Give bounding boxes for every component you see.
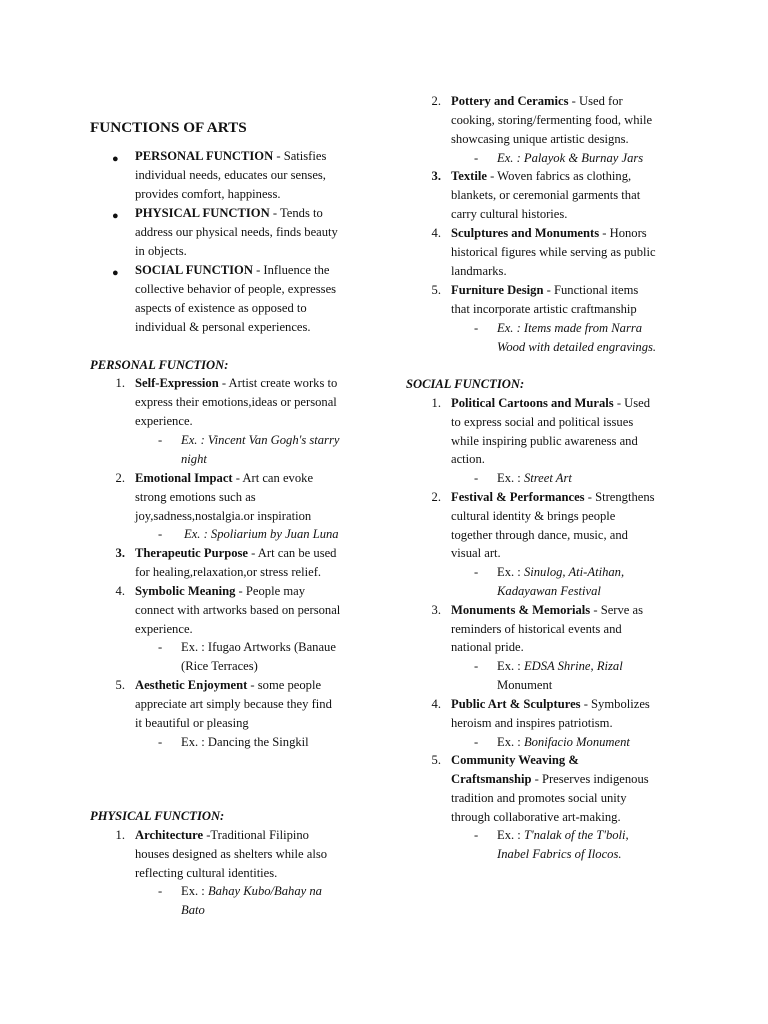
item-text: connect with artworks based on personal bbox=[135, 603, 341, 617]
item-number: 5. bbox=[431, 753, 441, 767]
example-text: Ex. : Bonifacio Monument bbox=[497, 735, 630, 749]
example-text: Ex. : Items made from Narra bbox=[497, 321, 643, 335]
bullet-text: aspects of existence as opposed to bbox=[135, 301, 307, 315]
item-text: cultural identity & brings people bbox=[451, 509, 616, 523]
item-text: blankets, or ceremonial garments that bbox=[451, 188, 641, 202]
item-number: 4. bbox=[431, 697, 441, 711]
item-number: 3. bbox=[431, 603, 441, 617]
item-text: cooking, storing/fermenting food, while bbox=[451, 113, 653, 127]
item-text: Craftsmanship - Preserves indigenous bbox=[451, 772, 649, 786]
social-item-5: Community Weaving & bbox=[451, 753, 579, 767]
item-number: 3. bbox=[431, 169, 441, 183]
item-text: appreciate art simply because they find bbox=[135, 697, 332, 711]
item-number: 1. bbox=[115, 828, 125, 842]
item-text: landmarks. bbox=[451, 264, 507, 278]
dash: - bbox=[474, 735, 479, 749]
page-title: FUNCTIONS OF ARTS bbox=[90, 119, 247, 136]
personal-item-2: Emotional Impact - Art can evoke bbox=[135, 471, 314, 485]
item-text: express their emotions,ideas or personal bbox=[135, 395, 337, 409]
example-text: Ex. : Dancing the Singkil bbox=[181, 735, 309, 749]
bullet-personal: PERSONAL FUNCTION - Satisfies bbox=[135, 149, 327, 163]
dash: - bbox=[474, 321, 479, 335]
social-item-1: Political Cartoons and Murals - Used bbox=[451, 396, 651, 410]
bullet-text: provides comfort, happiness. bbox=[135, 187, 281, 201]
item-text: action. bbox=[451, 452, 485, 466]
social-item-3: Monuments & Memorials - Serve as bbox=[451, 603, 644, 617]
item-text: houses designed as shelters while also bbox=[135, 847, 328, 861]
item-text: visual art. bbox=[451, 546, 501, 560]
dash: - bbox=[158, 884, 163, 898]
dash: - bbox=[158, 433, 163, 447]
item-text: it beautiful or pleasing bbox=[135, 716, 249, 730]
item-number: 4. bbox=[431, 226, 441, 240]
social-item-2: Festival & Performances - Strengthens bbox=[451, 490, 655, 504]
item-text: reminders of historical events and bbox=[451, 622, 622, 636]
physical-item-1: Architecture -Traditional Filipino bbox=[135, 828, 309, 842]
item-text: that incorporate artistic craftmanship bbox=[451, 302, 637, 316]
example-text: Wood with detailed engravings. bbox=[497, 340, 657, 354]
example-text: Inabel Fabrics of Ilocos. bbox=[497, 847, 622, 861]
item-text: historical figures while serving as public bbox=[451, 245, 656, 259]
item-number: 2. bbox=[115, 471, 125, 485]
item-text: while inspiring public awareness and bbox=[451, 434, 638, 448]
bullet-text: in objects. bbox=[135, 244, 187, 258]
item-text: national pride. bbox=[451, 640, 524, 654]
bullet-icon: ● bbox=[112, 153, 119, 165]
dash: - bbox=[474, 565, 479, 579]
bullet-text: collective behavior of people, expresses bbox=[135, 282, 337, 296]
dash: - bbox=[474, 151, 479, 165]
example-text: Ex. : T'nalak of the T'boli, bbox=[497, 828, 629, 842]
physical-heading: PHYSICAL FUNCTION: bbox=[90, 809, 225, 823]
example-text: Ex. : Bahay Kubo/Bahay na bbox=[181, 884, 322, 898]
personal-heading: PERSONAL FUNCTION: bbox=[90, 358, 229, 372]
bullet-icon: ● bbox=[112, 267, 119, 279]
example-text: Ex. : Palayok & Burnay Jars bbox=[497, 151, 644, 165]
physical-item-5: Furniture Design - Functional items bbox=[451, 283, 639, 297]
item-number: 5. bbox=[115, 678, 125, 692]
item-text: strong emotions such as bbox=[135, 490, 256, 504]
bullet-text: individual needs, educates our senses, bbox=[135, 168, 326, 182]
personal-item-4: Symbolic Meaning - People may bbox=[135, 584, 306, 598]
social-heading: SOCIAL FUNCTION: bbox=[406, 377, 525, 391]
personal-item-3: Therapeutic Purpose - Art can be used bbox=[135, 546, 337, 560]
example-text: Ex. : Vincent Van Gogh's starry bbox=[181, 433, 340, 447]
physical-item-4: Sculptures and Monuments - Honors bbox=[451, 226, 647, 240]
example-text: Monument bbox=[497, 678, 553, 692]
bullet-physical: PHYSICAL FUNCTION - Tends to bbox=[135, 206, 323, 220]
physical-item-2: Pottery and Ceramics - Used for bbox=[451, 94, 623, 108]
example-text: Ex. : Ifugao Artworks (Banaue bbox=[181, 640, 336, 654]
bullet-text: address our physical needs, finds beauty bbox=[135, 225, 338, 239]
dash: - bbox=[474, 659, 479, 673]
item-number: 2. bbox=[431, 94, 441, 108]
dash: - bbox=[158, 640, 163, 654]
example-text: Ex. : EDSA Shrine, Rizal bbox=[497, 659, 623, 673]
example-text: Ex. : Spoliarium by Juan Luna bbox=[184, 527, 339, 541]
item-text: through collaborative art-making. bbox=[451, 810, 621, 824]
dash: - bbox=[158, 527, 163, 541]
item-number: 5. bbox=[431, 283, 441, 297]
item-text: carry cultural histories. bbox=[451, 207, 568, 221]
example-text: Ex. : Sinulog, Ati-Atihan, bbox=[497, 565, 625, 579]
item-number: 4. bbox=[115, 584, 125, 598]
item-number: 2. bbox=[431, 490, 441, 504]
physical-item-3: Textile - Woven fabrics as clothing, bbox=[451, 169, 632, 183]
item-text: experience. bbox=[135, 622, 193, 636]
item-text: for healing,relaxation,or stress relief. bbox=[135, 565, 322, 579]
bullet-text: individual & personal experiences. bbox=[135, 320, 311, 334]
item-text: showcasing unique artistic designs. bbox=[451, 132, 629, 146]
example-text: Ex. : Street Art bbox=[497, 471, 572, 485]
example-text: Bato bbox=[181, 903, 205, 917]
example-text: Kadayawan Festival bbox=[497, 584, 601, 598]
item-text: to express social and political issues bbox=[451, 415, 634, 429]
item-number: 1. bbox=[431, 396, 441, 410]
bullet-icon: ● bbox=[112, 210, 119, 222]
item-number: 1. bbox=[115, 376, 125, 390]
example-text: night bbox=[181, 452, 207, 466]
dash: - bbox=[158, 735, 163, 749]
dash: - bbox=[474, 471, 479, 485]
item-text: together through dance, music, and bbox=[451, 528, 628, 542]
dash: - bbox=[474, 828, 479, 842]
bullet-social: SOCIAL FUNCTION - Influence the bbox=[135, 263, 330, 277]
item-text: tradition and promotes social unity bbox=[451, 791, 627, 805]
item-number: 3. bbox=[115, 546, 125, 560]
item-text: heroism and inspires patriotism. bbox=[451, 716, 613, 730]
personal-item-5: Aesthetic Enjoyment - some people bbox=[135, 678, 322, 692]
item-text: joy,sadness,nostalgia.or inspiration bbox=[135, 509, 312, 523]
item-text: reflecting cultural identities. bbox=[135, 866, 278, 880]
social-item-4: Public Art & Sculptures - Symbolizes bbox=[451, 697, 650, 711]
item-text: experience. bbox=[135, 414, 193, 428]
personal-item-1: Self-Expression - Artist create works to bbox=[135, 376, 338, 390]
example-text: (Rice Terraces) bbox=[181, 659, 258, 673]
